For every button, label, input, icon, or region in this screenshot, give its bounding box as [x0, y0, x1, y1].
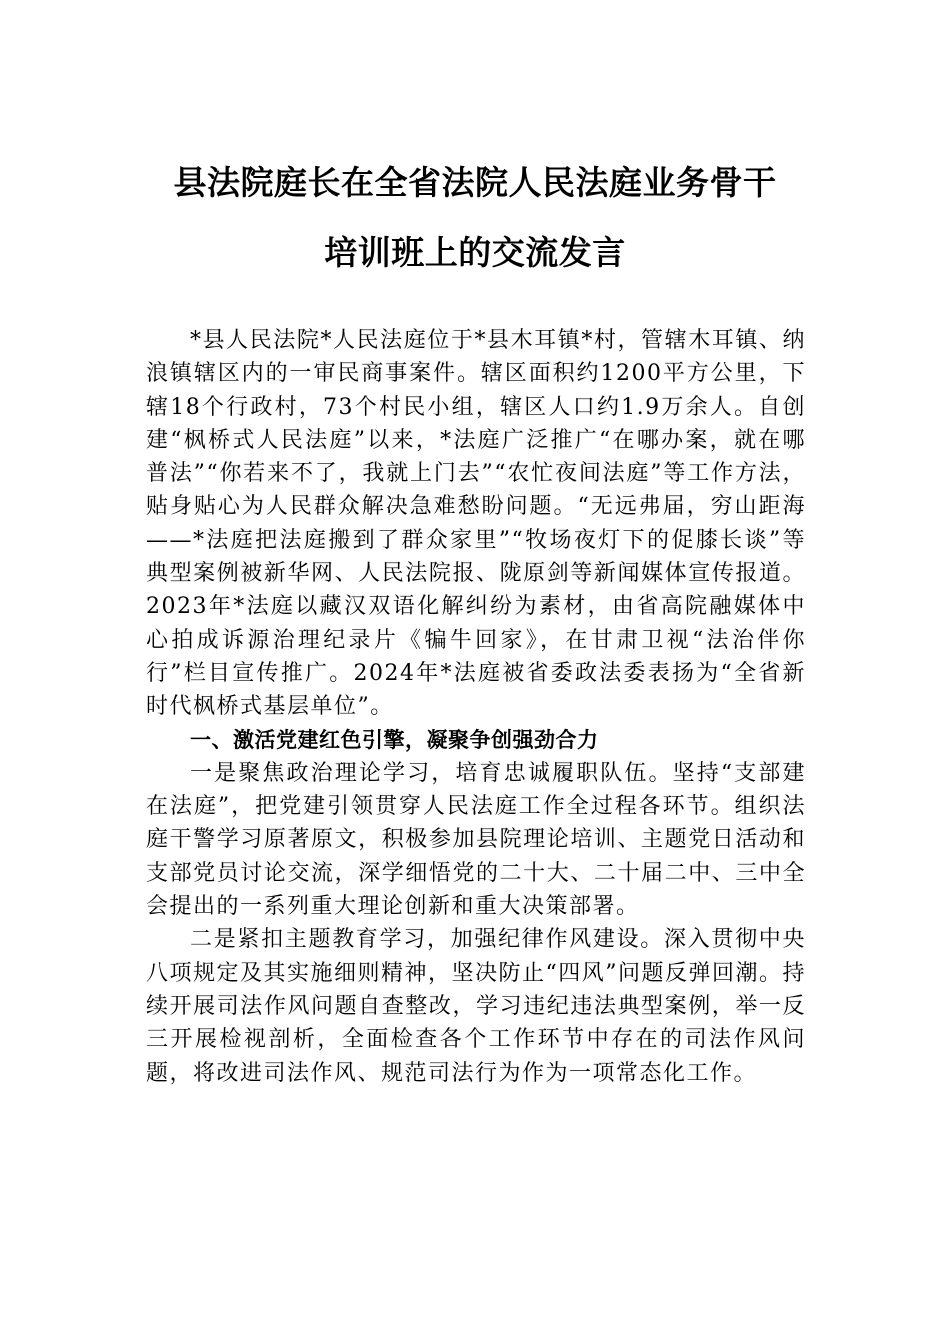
document-title-line-1: 县法院庭长在全省法院人民法庭业务骨干	[173, 163, 777, 202]
document-body	[146, 324, 806, 1090]
section-1-paragraph-2: 二是紧扣主题教育学习，加强纪律作风建设。深入贯彻中央八项规定及其实施细则精神，坚决防止“四风”问题反弹回潮。持续开展司法作风问题自查整改，学习违纪违法典型案例，举一反三开展检视剖析，全面检查各个工作环节中存在的司法作风问题，将改进司法作风、规范司法行为作为一项常态化工作。	[146, 927, 806, 1086]
section-1-paragraph-1: 一是聚焦政治理论学习，培育忠诚履职队伍。坚持“支部建在法庭”，把党建引领贯穿人民法庭工作全过程各环节。组织法庭干警学习原著原文，积极参加县院理论培训、主题党日活动和支部党员讨论交流，深学细悟党的二十大、二十届二中、三中全会提出的一系列重大理论创新和重大决策部署。	[146, 760, 806, 920]
section-heading-1: 一、激活党建红色引擎，凝聚争创强劲合力	[190, 727, 599, 752]
intro-paragraph: *县人民法院*人民法庭位于*县木耳镇*村，管辖木耳镇、纳浪镇辖区内的一审民商事案件。辖区面积约1200平方公里，下辖18个行政村，73个村民小组，辖区人口约1.9万余人。自创建“枫桥式人民法庭”以来，*法庭广泛推广“在哪办案，就在哪普法”“你若来不了，我就上门去”“农忙夜间法庭”等工作方法，贴身贴心为人民群众解决急难愁盼问题。“无远弗届，穷山距海——*法庭把法庭搬到了群众家里”“牧场夜灯下的促膝长谈”等典型案例被新华网、人民法院报、陇原剑等新闻媒体宣传报道。2023年*法庭以藏汉双语化解纠纷为素材，由省高院融媒体中心拍成诉源治理纪录片《犏牛回家》，在甘肃卫视“法治伴你行”栏目宣传推广。2024年*法庭被省委政法委表扬为“全省新时代枫桥式基层单位”。	[146, 328, 806, 720]
document-title-line-2: 培训班上的交流发言	[324, 233, 626, 272]
